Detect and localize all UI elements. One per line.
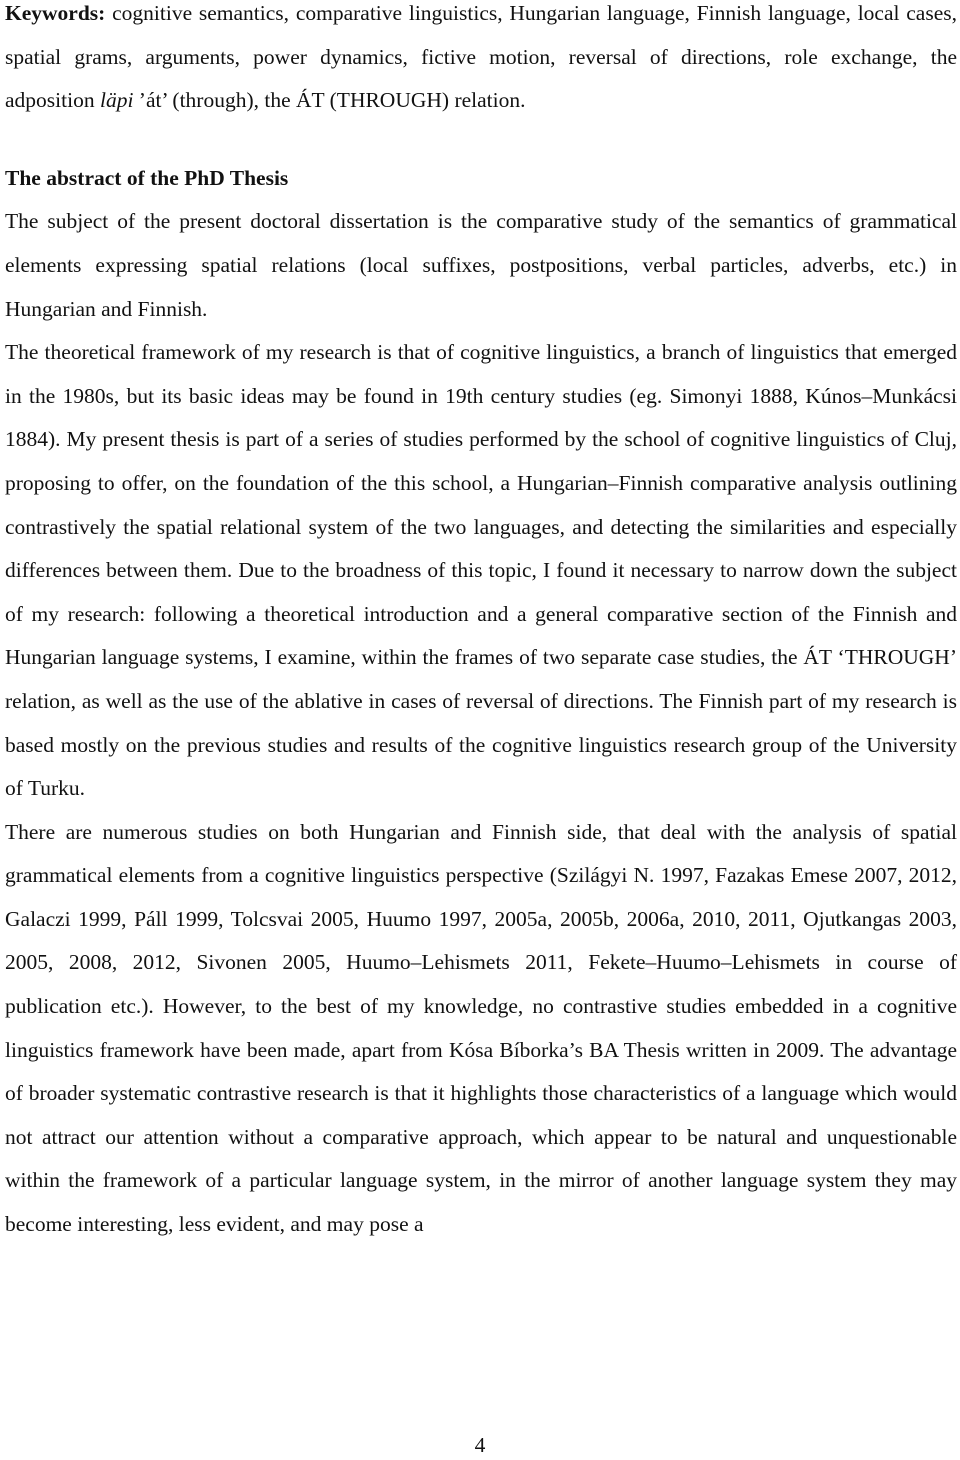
- abstract-title: The abstract of the PhD Thesis: [5, 165, 289, 190]
- keywords-text-end: ’át’ (through), the ÁT (THROUGH) relation.: [133, 88, 526, 113]
- abstract-paragraph-1: The subject of the present doctoral dissertation is the comparative study of the semantics of grammatical elements expressing spatial relations (local suffixes, postpositions, verbal particles, adverbs, etc.) in Hungarian and Finnish.: [5, 209, 957, 321]
- abstract-paragraph-3: There are numerous studies on both Hungarian and Finnish side, that deal with the analysis of spatial grammatical elements from a cognitive linguistics perspective (Szilágyi N. 1997, Fazakas Emese 2007, 2012, Galaczi 1999, Páll 1999, Tolcsvai 2005, Huumo 1997, 2005a, 2005b, 2006a, 2010, 2011, Ojutkangas 2003, 2005, 2008, 2012, Sivonen 2005, Huumo–Lehismets 2011, Fekete–Huumo–Lehismets in course of publication etc.). However, to the best of my knowledge, no contrastive studies embedded in a cognitive linguistics framework have been made, apart from Kósa Bíborka’s BA Thesis written in 2009. The advantage of broader systematic contrastive research is that it highlights those characteristics of a language which would not attract our attention without a comparative approach, which appear to be natural and unquestionable within the framework of a particular language system, in the mirror of another language system they may become interesting, less evident, and may pose a: [5, 819, 957, 1237]
- page-number: 4: [474, 1433, 486, 1457]
- abstract-paragraph-2: The theoretical framework of my research is that of cognitive linguistics, a branch of linguistics that emerged in the 1980s, but its basic ideas may be found in 19th century studies (eg. Simonyi 1888, Kúnos–Munkácsi 1884). My present thesis is part of a series of studies performed by the school of cognitive linguistics of Cluj, proposing to offer, on the foundation of the this school, a Hungarian–Finnish comparative analysis outlining contrastively the spatial relational system of the two languages, and detecting the similarities and especially differences between them. Due to the broadness of this topic, I found it necessary to narrow down the subject of my research: following a theoretical introduction and a general comparative section of the Finnish and Hungarian language systems, I examine, within the frames of two separate case studies, the ÁT ‘THROUGH’ relation, as well as the use of the ablative in cases of reversal of directions. The Finnish part of my research is based mostly on the previous studies and results of the cognitive linguistics research group of the University of Turku.: [5, 340, 957, 801]
- keywords-paragraph: [5, 0, 957, 123]
- keywords-italic-term: läpi: [99, 88, 134, 113]
- keywords-label: Keywords:: [5, 1, 106, 25]
- document-page: [5, 0, 957, 1247]
- keywords-text: cognitive semantics, comparative linguistics, Hungarian language, Finnish language, local cases, spatial grams, arguments, power dynamics, fictive motion, reversal of directions, role exchange, the adposition: [5, 1, 957, 113]
